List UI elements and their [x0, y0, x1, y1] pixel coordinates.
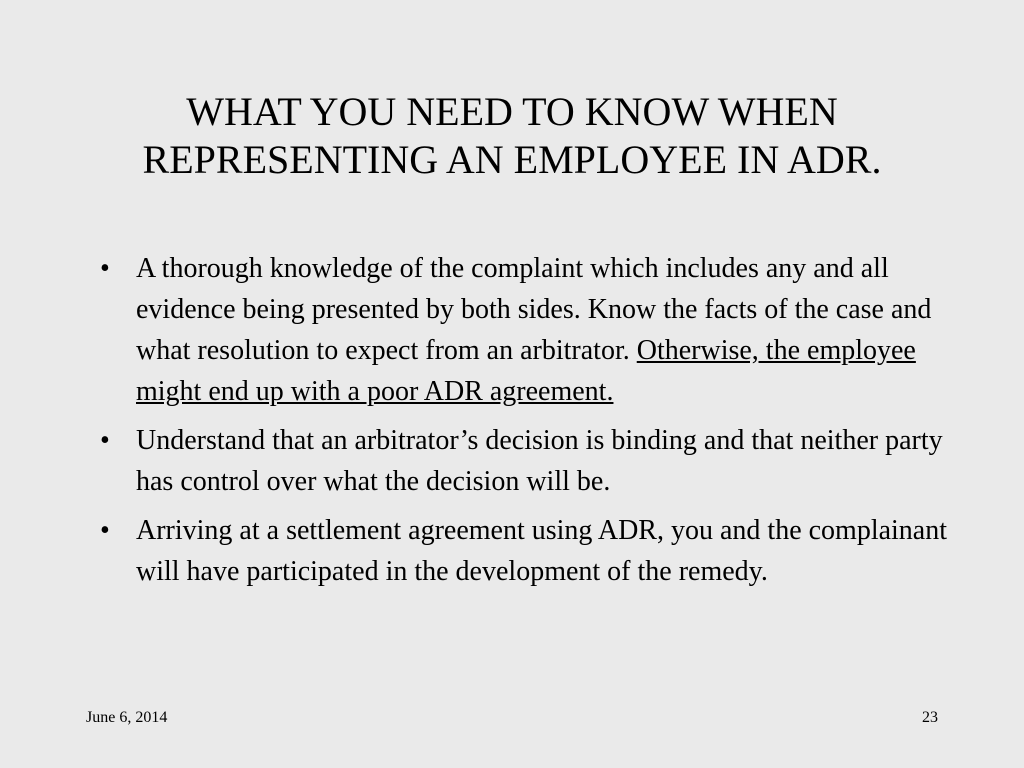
slide-title: [60, 88, 964, 184]
slide-title-line-2: REPRESENTING AN EMPLOYEE IN ADR.: [142, 137, 882, 182]
bullet-item-2: [100, 420, 960, 502]
footer-date: June 6, 2014: [86, 709, 168, 726]
bullet-text-3: Arriving at a settlement agreement using ADR, you and the complainant will have participated in the development of the remedy.: [136, 515, 948, 587]
bullet-item-1: [100, 248, 960, 412]
bullet-icon: •: [100, 253, 110, 284]
bullet-icon: •: [100, 515, 110, 546]
bullet-item-3: [100, 510, 960, 592]
page-number: 23: [922, 709, 938, 726]
bullet-text-1: A thorough knowledge of the complaint which includes any and all evidence being presented by both sides. Know the facts of the case and what resolution to expect from an arbitrator.: [136, 253, 932, 366]
bullet-icon: •: [100, 425, 110, 456]
slide-title-line-1: WHAT YOU NEED TO KNOW WHEN: [186, 89, 838, 134]
bullet-text-2: Understand that an arbitrator’s decision is binding and that neither party has control over what the decision will be.: [136, 425, 943, 497]
bullet-text-1-underlined: Otherwise, the employee might end up with a poor ADR agreement.: [136, 335, 916, 407]
bullet-list: [100, 248, 960, 600]
